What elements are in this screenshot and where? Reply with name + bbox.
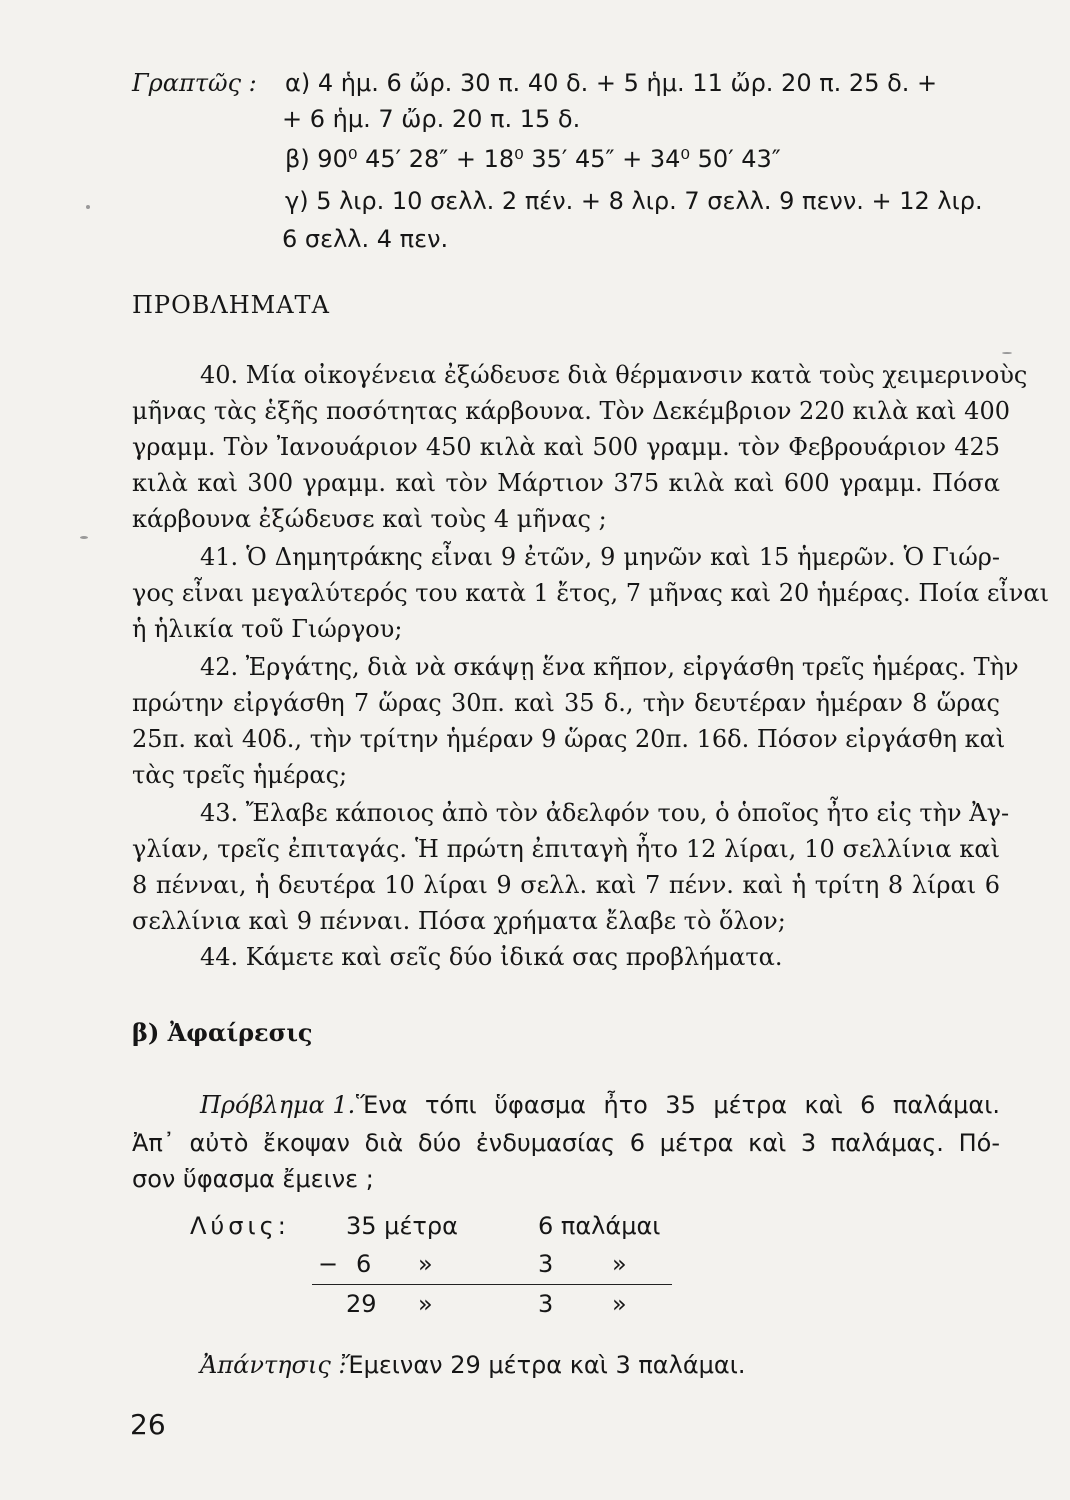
problem-1-label: Πρόβλημα 1.: [200, 1091, 356, 1119]
row1-meters: 35 μέτρα: [346, 1212, 458, 1240]
problem-42-line: τὰς τρεῖς ἡμέρας;: [132, 761, 348, 789]
problem-40-line: κάρβουνα ἐξώδευσε καὶ τοὺς 4 μῆνας ;: [132, 505, 607, 533]
problem-1-line1: Ἕνα τόπι ὕφασμα ἦτο 35 μέτρα καὶ 6 παλάμαι.: [356, 1091, 1000, 1119]
exercise-a-line1: α) 4 ἡμ. 6 ὤρ. 30 π. 40 δ. + 5 ἡμ. 11 ὤρ. 20 π. 25 δ. +: [285, 69, 938, 97]
problem-43-line: σελλίνια καὶ 9 πένναι. Πόσα χρήματα ἔλαβε τὸ ὅλον;: [132, 907, 786, 935]
problem-1-line3: σον ὕφασμα ἔμεινε ;: [132, 1165, 374, 1193]
row3-palms: 3: [538, 1290, 554, 1318]
problem-43-line: 43. Ἔλαβε κάποιος ἀπὸ τὸν ἀδελφόν του, ὁ ὁποῖος ἦτο εἰς τὴν Ἀγ-: [200, 799, 1010, 827]
subtraction-heading: β) Ἀφαίρεσις: [132, 1018, 313, 1047]
exercise-b-line: β) 90⁰ 45′ 28″ + 18⁰ 35′ 45″ + 34⁰ 50′ 43″: [285, 145, 781, 173]
problem-40-line: γραμμ. Τὸν Ἰανουάριον 450 κιλὰ καὶ 500 γραμμ. τὸν Φεβρουάριον 425: [132, 433, 1000, 461]
row3-meters: 29: [346, 1290, 377, 1318]
problem-42-line: 42. Ἐργάτης, διὰ νὰ σκάψῃ ἕνα κῆπον, εἰργάσθη τρεῖς ἡμέρας. Τὴν: [200, 653, 1019, 681]
problem-41-line: γος εἶναι μεγαλύτερός του κατὰ 1 ἔτος, 7 μῆνας καὶ 20 ἡμέρας. Ποία εἶναι: [132, 579, 1049, 607]
problem-41-line: ἡ ἡλικία τοῦ Γιώργου;: [132, 615, 403, 643]
row1-palms: 6 παλάμαι: [538, 1212, 661, 1240]
row2-ditto-meters: »: [418, 1250, 433, 1278]
sum-rule: [312, 1284, 672, 1285]
row3-ditto-meters: »: [418, 1290, 433, 1318]
problem-40-line: 40. Μία οἰκογένεια ἐξώδευσε διὰ θέρμανσιν κατὰ τοὺς χειμερινοὺς: [200, 361, 1028, 389]
scan-speck: [80, 536, 88, 539]
exercise-c-line1: γ) 5 λιρ. 10 σελλ. 2 πέν. + 8 λιρ. 7 σελλ. 9 πενν. + 12 λιρ.: [285, 187, 983, 215]
problem-40-line: κιλὰ καὶ 300 γραμμ. καὶ τὸν Μάρτιον 375 κιλὰ καὶ 600 γραμμ. Πόσα: [132, 469, 1000, 497]
row2-minus-sign: −: [318, 1250, 339, 1278]
row2-ditto-palms: »: [612, 1250, 627, 1278]
solution-label: Λύσις:: [190, 1212, 290, 1240]
answer-text: Ἔμειναν 29 μέτρα καὶ 3 παλάμαι.: [342, 1351, 746, 1379]
row2-palms: 3: [538, 1250, 554, 1278]
problem-42-line: πρώτην εἰργάσθη 7 ὥρας 30π. καὶ 35 δ., τὴν δευτέραν ἡμέραν 8 ὥρας: [132, 689, 1000, 717]
problem-43-line: γλίαν, τρεῖς ἐπιταγάς. Ἡ πρώτη ἐπιταγὴ ἦτο 12 λίραι, 10 σελλίνια καὶ: [132, 835, 1000, 863]
row3-ditto-palms: »: [612, 1290, 627, 1318]
scan-speck: [86, 205, 90, 209]
exercises-label: Γραπτῶς :: [132, 69, 257, 97]
page-number: 26: [130, 1408, 166, 1441]
problem-43-line: 8 πένναι, ἡ δευτέρα 10 λίραι 9 σελλ. καὶ 7 πένν. καὶ ἡ τρίτη 8 λίραι 6: [132, 871, 1000, 899]
row2-meters: 6: [356, 1250, 372, 1278]
scan-speck: [1002, 352, 1012, 354]
problems-heading: ΠΡΟΒΛΗΜΑΤΑ: [132, 291, 330, 319]
exercise-a-line2: + 6 ἡμ. 7 ὤρ. 20 π. 15 δ.: [282, 105, 581, 133]
problem-44-line: 44. Κάμετε καὶ σεῖς δύο ἰδικά σας προβλήματα.: [200, 943, 783, 971]
exercise-c-line2: 6 σελλ. 4 πεν.: [282, 225, 449, 253]
problem-1-line2: Ἀπ᾽ αὐτὸ ἔκοψαν διὰ δύο ἐνδυμασίας 6 μέτρα καὶ 3 παλάμας. Πό-: [132, 1129, 1000, 1157]
answer-label: Ἀπάντησις :: [200, 1351, 347, 1379]
problem-42-line: 25π. καὶ 40δ., τὴν τρίτην ἡμέραν 9 ὥρας 20π. 16δ. Πόσον εἰργάσθη καὶ: [132, 725, 1006, 753]
problem-40-line: μῆνας τὰς ἑξῆς ποσότητας κάρβουνα. Τὸν Δεκέμβριον 220 κιλὰ καὶ 400: [132, 397, 1010, 425]
problem-41-line: 41. Ὁ Δημητράκης εἶναι 9 ἐτῶν, 9 μηνῶν καὶ 15 ἡμερῶν. Ὁ Γιώρ-: [200, 543, 1000, 571]
